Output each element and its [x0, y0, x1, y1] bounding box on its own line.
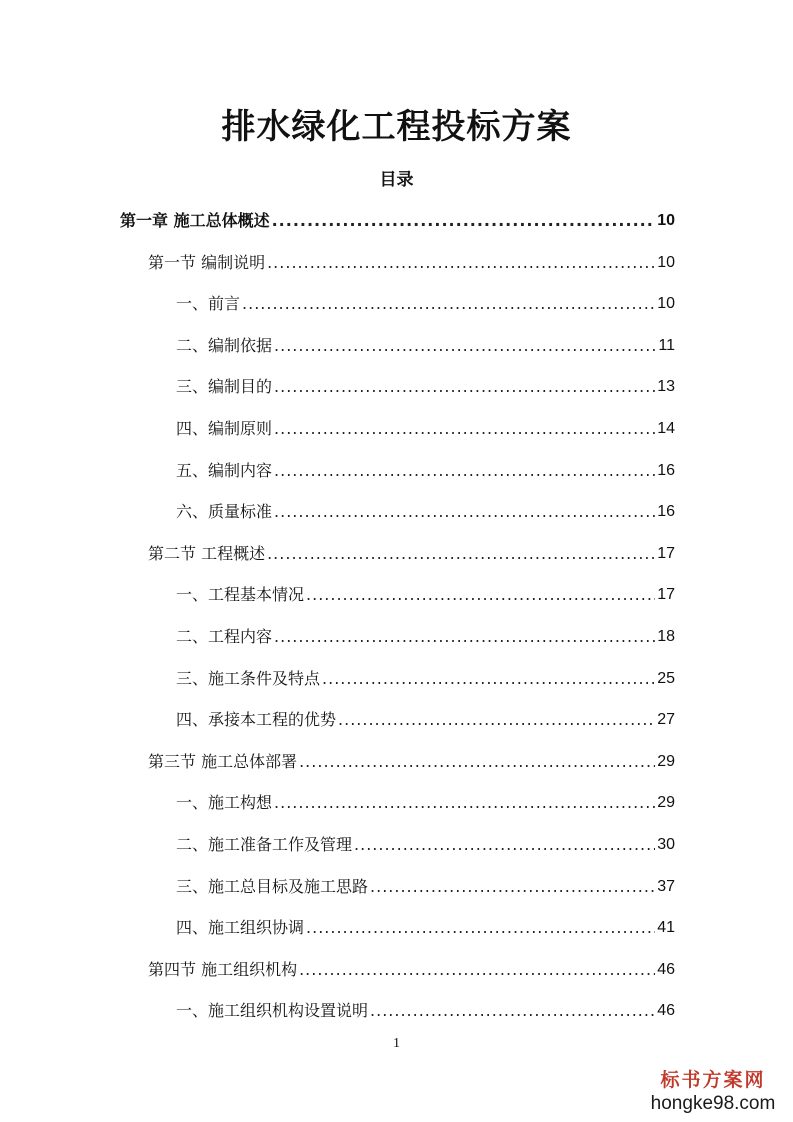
toc-entry-page: 25 [657, 669, 675, 687]
toc-entry-label: 三、施工条件及特点 [176, 668, 321, 688]
toc-entry[interactable] [148, 534, 675, 564]
toc-dot-leader [299, 960, 655, 980]
toc-entry-page: 14 [657, 420, 675, 437]
toc-entry-page: 11 [658, 336, 675, 354]
toc-dot-leader [274, 419, 655, 439]
toc-entry-page: 16 [657, 503, 675, 521]
toc-entry-label: 二、施工准备工作及管理 [176, 835, 353, 854]
document-title: 排水绿化工程投标方案 [221, 107, 572, 147]
toc-entry[interactable] [176, 908, 675, 938]
toc-dot-leader [242, 294, 655, 314]
toc-entry[interactable] [176, 991, 675, 1021]
toc-entry-label: 二、工程内容 [176, 627, 273, 646]
toc-dot-leader [274, 377, 655, 397]
watermark-url-text: hongke98.com [650, 1093, 776, 1114]
toc-entry-label: 一、施工构想 [176, 793, 273, 813]
toc-dot-leader [306, 585, 655, 605]
toc-entry[interactable] [176, 825, 675, 855]
toc-entry[interactable] [176, 492, 675, 522]
toc-dot-leader [306, 918, 655, 938]
toc-entry-page: 41 [657, 919, 675, 937]
toc-dot-leader [370, 1001, 655, 1021]
toc-entry[interactable] [148, 742, 675, 772]
toc-entry-page: 10 [657, 212, 675, 229]
toc-dot-leader [274, 502, 655, 522]
toc-dot-leader [274, 627, 655, 647]
toc-dot-leader [274, 461, 655, 481]
toc-dot-leader [274, 793, 655, 813]
toc-entry[interactable] [148, 950, 675, 980]
toc-dot-leader [274, 336, 656, 356]
toc-entry[interactable] [176, 284, 675, 314]
toc-entry[interactable] [176, 451, 675, 481]
toc-entry-label: 第四节 施工组织机构 [148, 959, 298, 979]
toc-entry-page: 27 [657, 711, 675, 729]
toc-entry-page: 18 [657, 628, 675, 645]
toc-dot-leader [272, 211, 656, 231]
toc-entry[interactable] [176, 409, 675, 439]
toc-entry-label: 一、工程基本情况 [176, 585, 305, 605]
toc-entry-page: 13 [657, 378, 675, 396]
toc-entry-page: 17 [657, 586, 675, 604]
toc-entry[interactable] [176, 367, 675, 397]
toc-entry-label: 四、施工组织协调 [176, 918, 305, 938]
toc-entry-page: 46 [657, 960, 675, 978]
toc-entry-page: 10 [657, 253, 675, 271]
toc-entry-page: 46 [657, 1002, 675, 1020]
toc-heading: 目录 [379, 170, 414, 190]
toc-entry-page: 30 [657, 836, 675, 853]
toc-entry-label: 三、施工总目标及施工思路 [176, 876, 369, 896]
toc-entry-label: 第三节 施工总体部署 [148, 751, 298, 771]
toc-dot-leader [267, 544, 655, 564]
toc-entry[interactable] [176, 575, 675, 605]
toc-entry-page: 37 [657, 877, 675, 895]
page-number: 1 [393, 1036, 400, 1051]
toc-entry-label: 一、施工组织机构设置说明 [176, 1001, 369, 1021]
toc-entry-label: 一、前言 [176, 294, 241, 314]
toc-entry[interactable] [176, 659, 675, 689]
toc-entry-page: 29 [657, 794, 675, 812]
toc-dot-leader [354, 835, 655, 855]
toc-entry-page: 17 [657, 544, 675, 562]
toc-entry-label: 五、编制内容 [176, 460, 273, 480]
toc-entry-label: 四、编制原则 [176, 419, 273, 438]
toc-entry-page: 16 [657, 461, 675, 479]
toc-entry[interactable] [176, 700, 675, 730]
toc-entry-label: 六、质量标准 [176, 502, 273, 522]
toc-entry-label: 四、承接本工程的优势 [176, 710, 337, 730]
toc-entry[interactable] [120, 201, 675, 231]
toc-entry-page: 29 [657, 752, 675, 770]
toc-dot-leader [299, 752, 655, 772]
toc-entry[interactable] [176, 326, 675, 356]
toc-entry[interactable] [176, 867, 675, 897]
toc-entry-label: 第二节 工程概述 [148, 543, 266, 563]
toc-dot-leader [338, 710, 655, 730]
toc-dot-leader [267, 253, 655, 273]
toc-entry-label: 二、编制依据 [176, 335, 273, 355]
toc-entry-label: 第一章 施工总体概述 [120, 211, 270, 230]
toc-entry[interactable] [176, 783, 675, 813]
site-watermark [643, 1068, 783, 1116]
toc-entry-label: 三、编制目的 [176, 377, 273, 397]
toc-dot-leader [370, 877, 655, 897]
toc-entry-page: 10 [657, 295, 675, 313]
watermark-chinese-text: 标书方案网 [660, 1069, 766, 1091]
toc-entry[interactable] [148, 243, 675, 273]
toc-entry-label: 第一节 编制说明 [148, 252, 266, 272]
toc-dot-leader [322, 669, 655, 689]
toc-entry[interactable] [176, 617, 675, 647]
